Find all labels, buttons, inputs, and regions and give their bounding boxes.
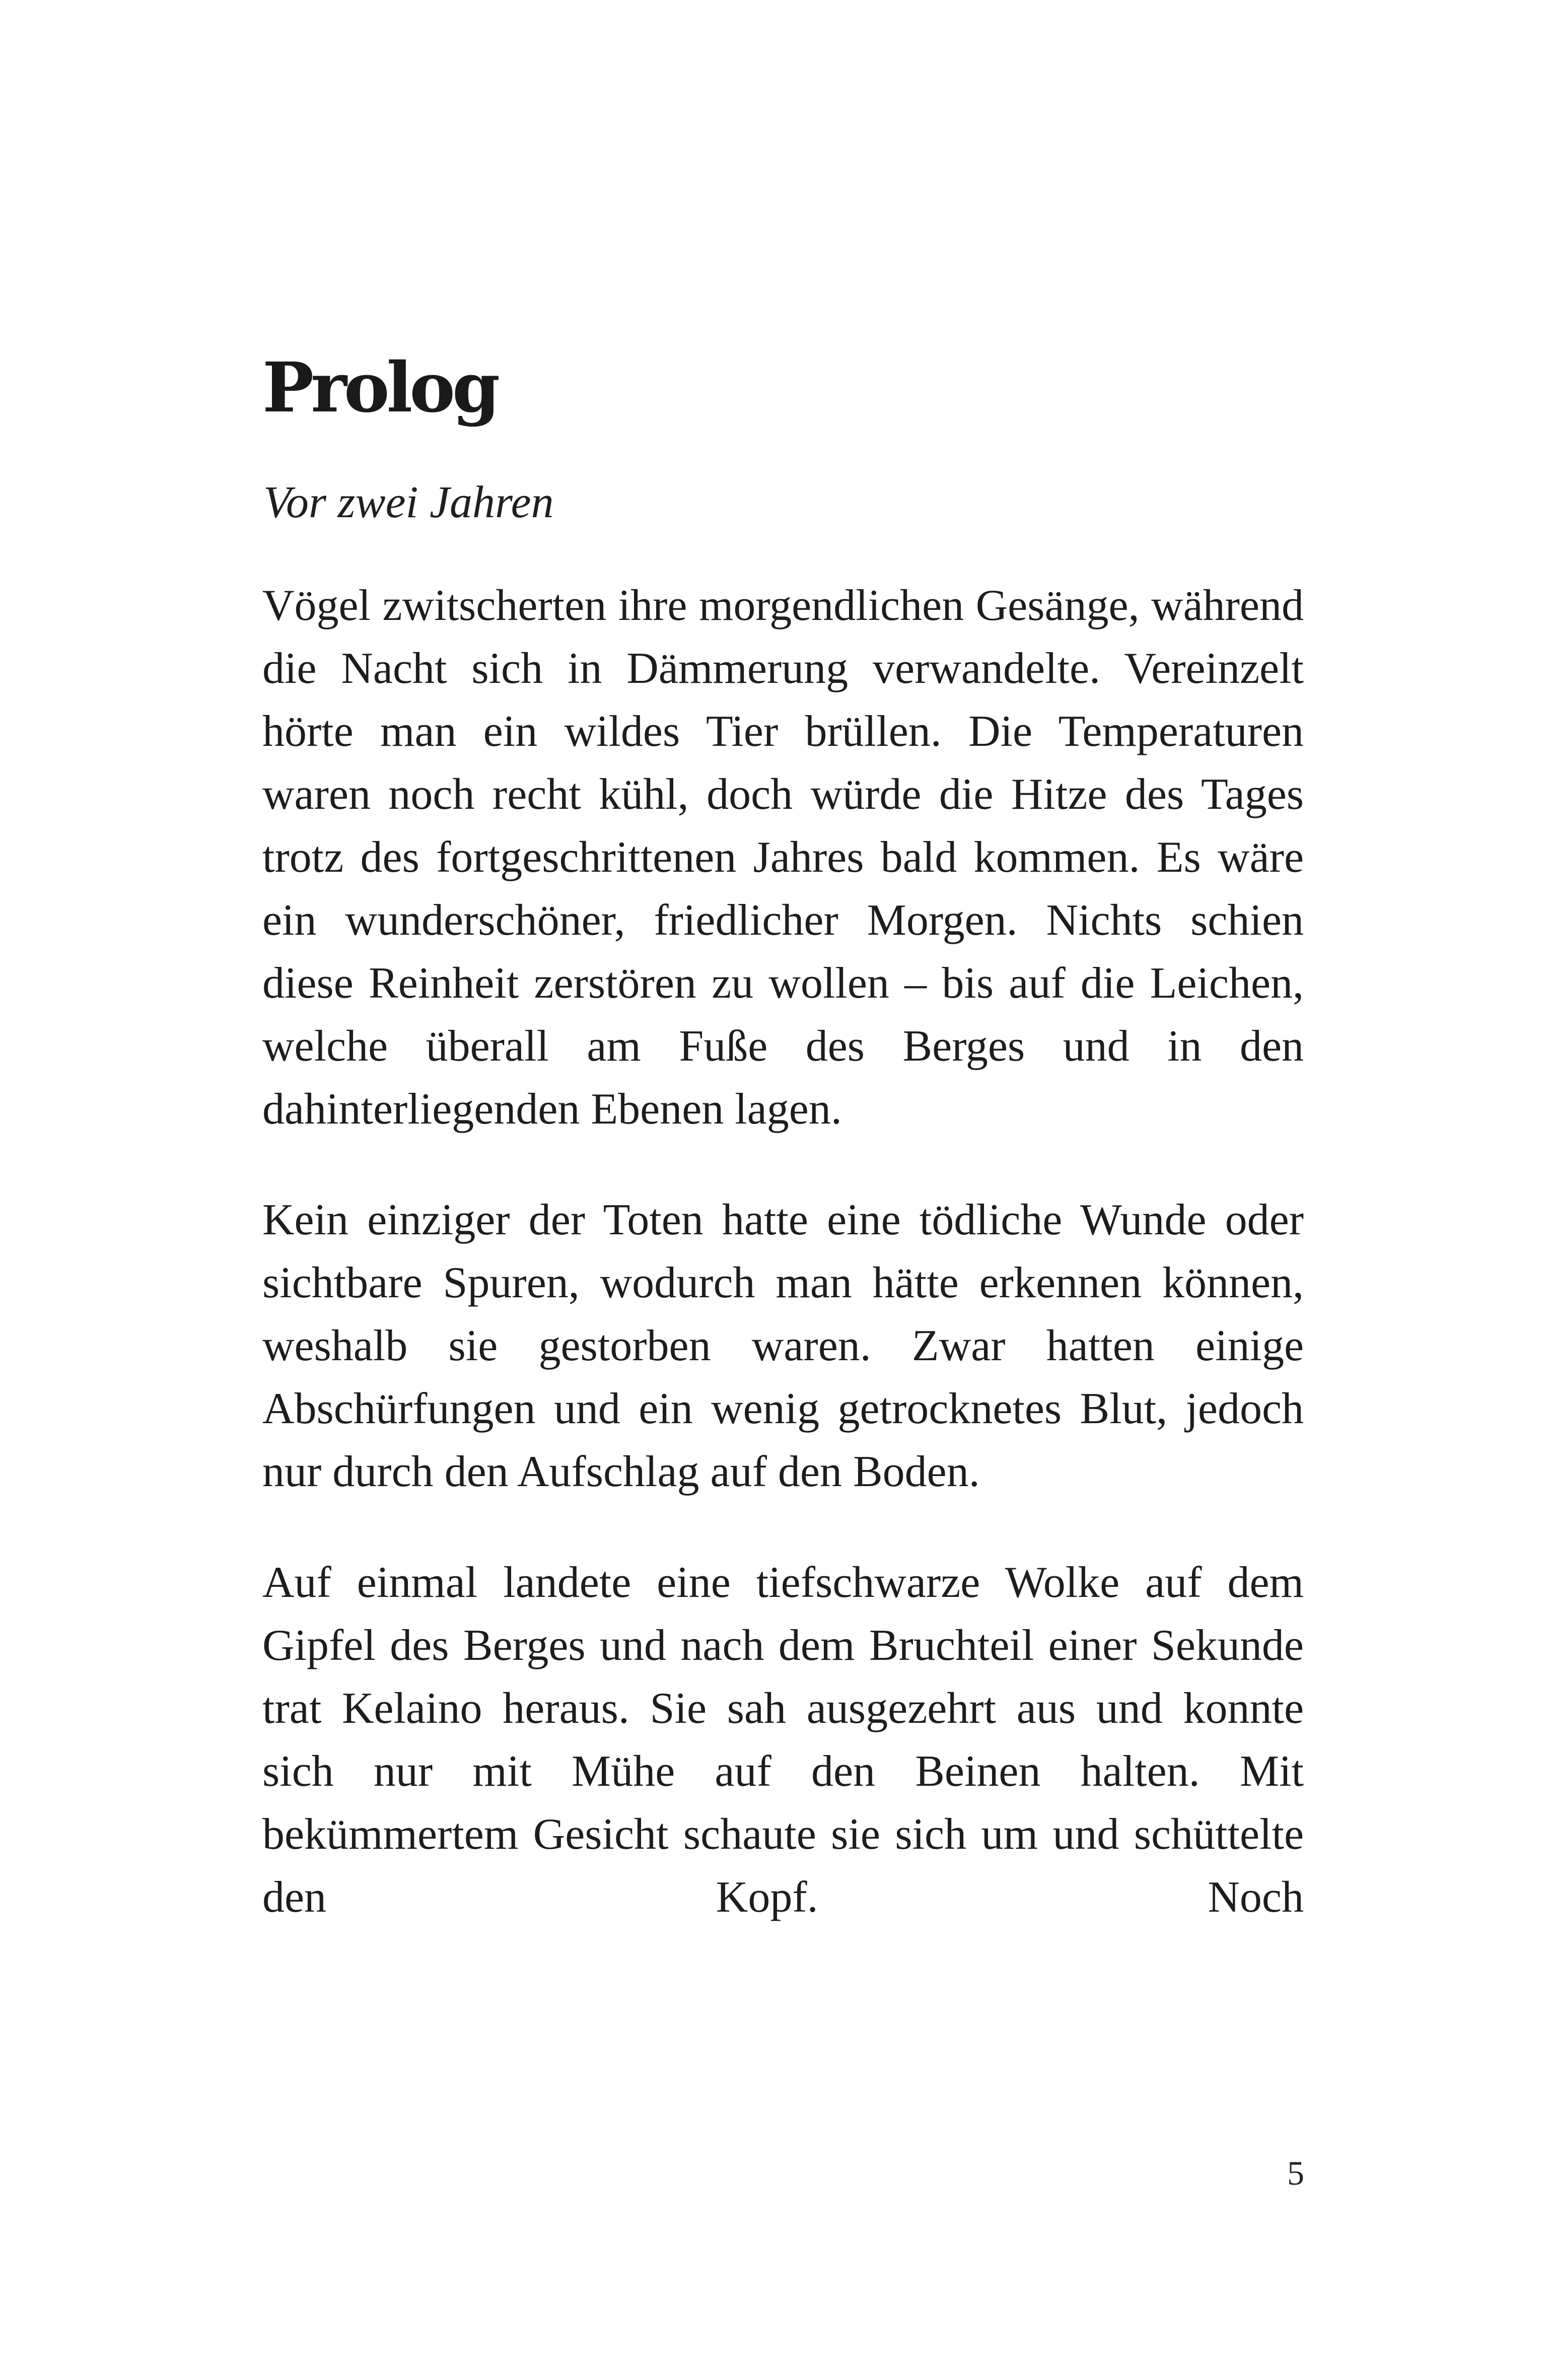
paragraph-3: Auf einmal landete eine tiefschwarze Wolke auf dem Gipfel des Berges und nach dem Bruchteil einer Sekunde trat Kelaino heraus. Sie sah ausgezehrt aus und konnte sich nur mit Mühe auf den Beinen halten. Mit bekümmertem Gesicht schaute sie sich um und schüttelte den Kopf. Noch xyxy=(262,1558,1304,1922)
chapter-subtitle: Vor zwei Jahren xyxy=(263,477,554,527)
paragraph-1: Vögel zwitscherten ihre morgendlichen Gesänge, während die Nacht sich in Dämmerung verwandelte. Vereinzelt hörte man ein wildes Tier brüllen. Die Temperaturen waren noch recht kühl, doch würde die Hitze des Tages trotz des fortgeschrittenen Jahres bald kommen. Es wäre ein wunderschöner, friedlicher Morgen. Nichts schien diese Reinheit zerstören zu wollen – bis auf die Leichen, welche überall am Fuße des Berges und in den dahinterliegenden Ebenen lagen. xyxy=(262,581,1304,1134)
paragraph-2: Kein einziger der Toten hatte eine tödliche Wunde oder sichtbare Spuren, wodurch man hätte erkennen können, weshalb sie gestorben waren. Zwar hatten einige Abschürfungen und ein wenig getrocknetes Blut, jedoch nur durch den Aufschlag auf den Boden. xyxy=(262,1196,1304,1496)
page-number: 5 xyxy=(1287,2154,1304,2192)
chapter-title: Prolog xyxy=(262,347,498,428)
body-text xyxy=(262,574,1304,1929)
